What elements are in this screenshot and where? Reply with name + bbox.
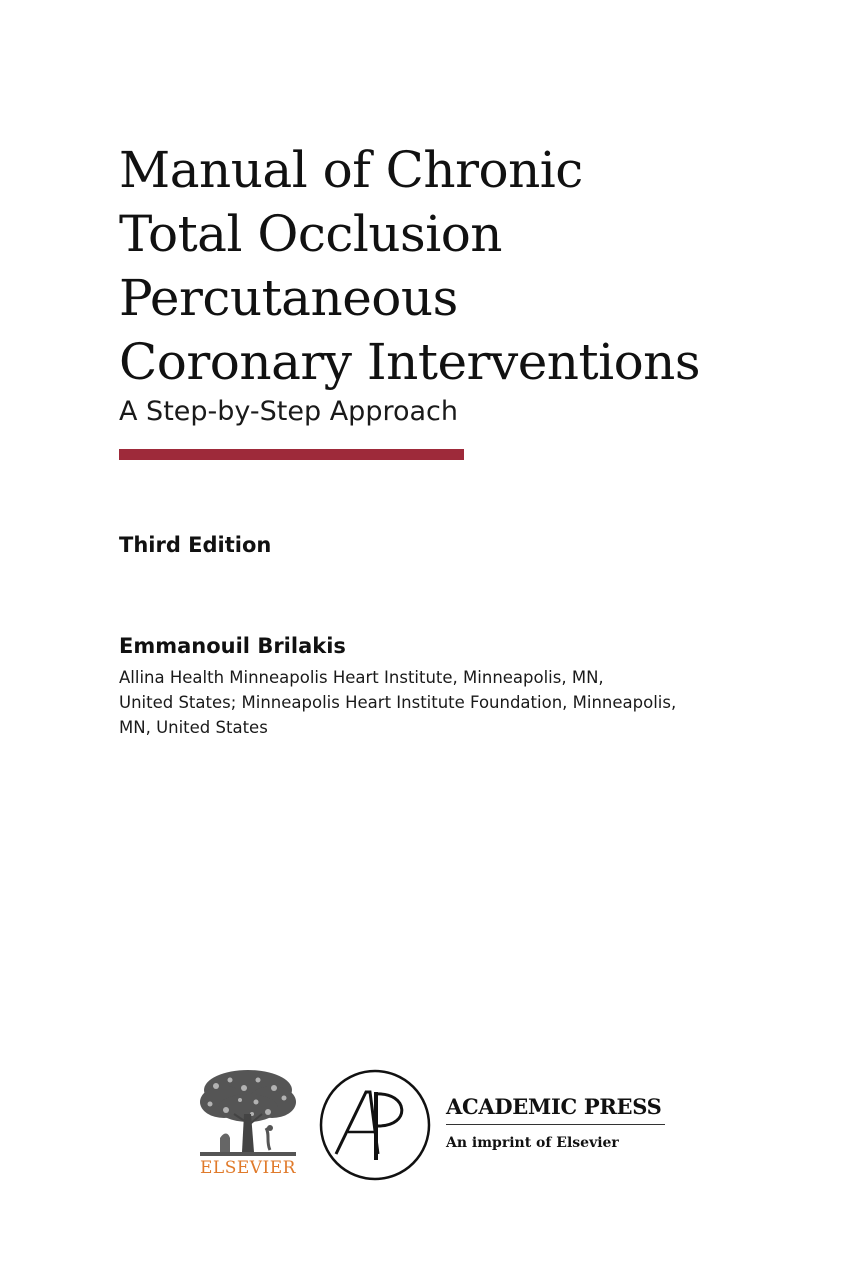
academic-press-ap-logo	[318, 1068, 432, 1182]
book-subtitle: A Step-by-Step Approach	[119, 396, 458, 427]
affiliation-line-1: Allina Health Minneapolis Heart Institute, Minneapolis, MN,	[119, 668, 604, 687]
imprint-line: An imprint of Elsevier	[446, 1135, 619, 1151]
title-line-3: Percutaneous	[119, 269, 458, 327]
book-title	[119, 138, 819, 394]
publisher-divider	[446, 1124, 665, 1125]
academic-press-name: ACADEMIC PRESS	[446, 1094, 662, 1119]
accent-rule	[119, 449, 464, 460]
author-affiliation	[119, 665, 729, 740]
author-name: Emmanouil Brilakis	[119, 634, 346, 658]
elsevier-wordmark: ELSEVIER	[200, 1158, 296, 1178]
edition-label: Third Edition	[119, 533, 272, 557]
title-line-2: Total Occlusion	[119, 205, 503, 263]
affiliation-line-3: MN, United States	[119, 718, 268, 737]
affiliation-line-2: United States; Minneapolis Heart Institute Foundation, Minneapolis,	[119, 693, 677, 712]
title-line-1: Manual of Chronic	[119, 141, 583, 199]
title-line-4: Coronary Interventions	[119, 333, 701, 391]
